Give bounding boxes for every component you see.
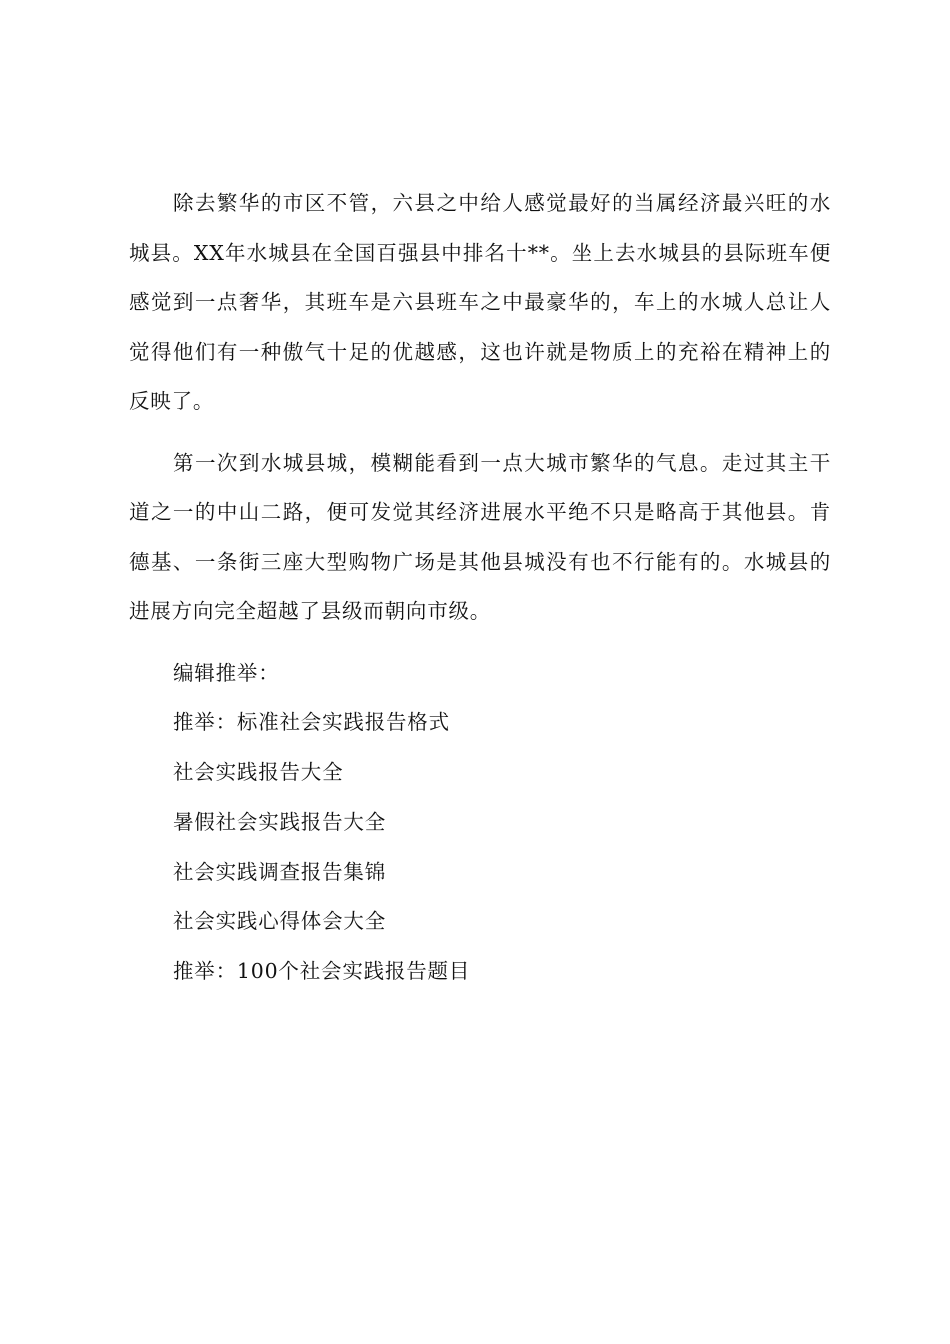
recommend-item: 社会实践报告大全 bbox=[173, 760, 344, 785]
document-body bbox=[129, 179, 831, 997]
recommend-item: 社会实践调查报告集锦 bbox=[173, 859, 386, 884]
recommend-item: 推举：标准社会实践报告格式 bbox=[173, 710, 450, 735]
recommend-list bbox=[129, 649, 831, 998]
recommend-item: 社会实践心得体会大全 bbox=[173, 909, 386, 934]
paragraph-2: 第一次到水城县城，模糊能看到一点大城市繁华的气息。走过其主干道之一的中山二路，便可发觉其经济进展水平绝不只是略高于其他县。肯德基、一条街三座大型购物广场是其他县城没有也不行能有的。水城县的进展方向完全超越了县级而朝向市级。 bbox=[129, 450, 831, 623]
recommend-heading: 编辑推举： bbox=[173, 660, 280, 685]
recommend-item: 推举：100个社会实践报告题目 bbox=[173, 959, 471, 984]
recommend-item: 暑假社会实践报告大全 bbox=[173, 809, 386, 834]
paragraph-1: 除去繁华的市区不管，六县之中给人感觉最好的当属经济最兴旺的水城县。XX年水城县在全国百强县中排名十**。坐上去水城县的县际班车便感觉到一点奢华，其班车是六县班车之中最豪华的，车上的水城人总让人觉得他们有一种傲气十足的优越感，这也许就是物质上的充裕在精神上的反映了。 bbox=[129, 191, 831, 413]
